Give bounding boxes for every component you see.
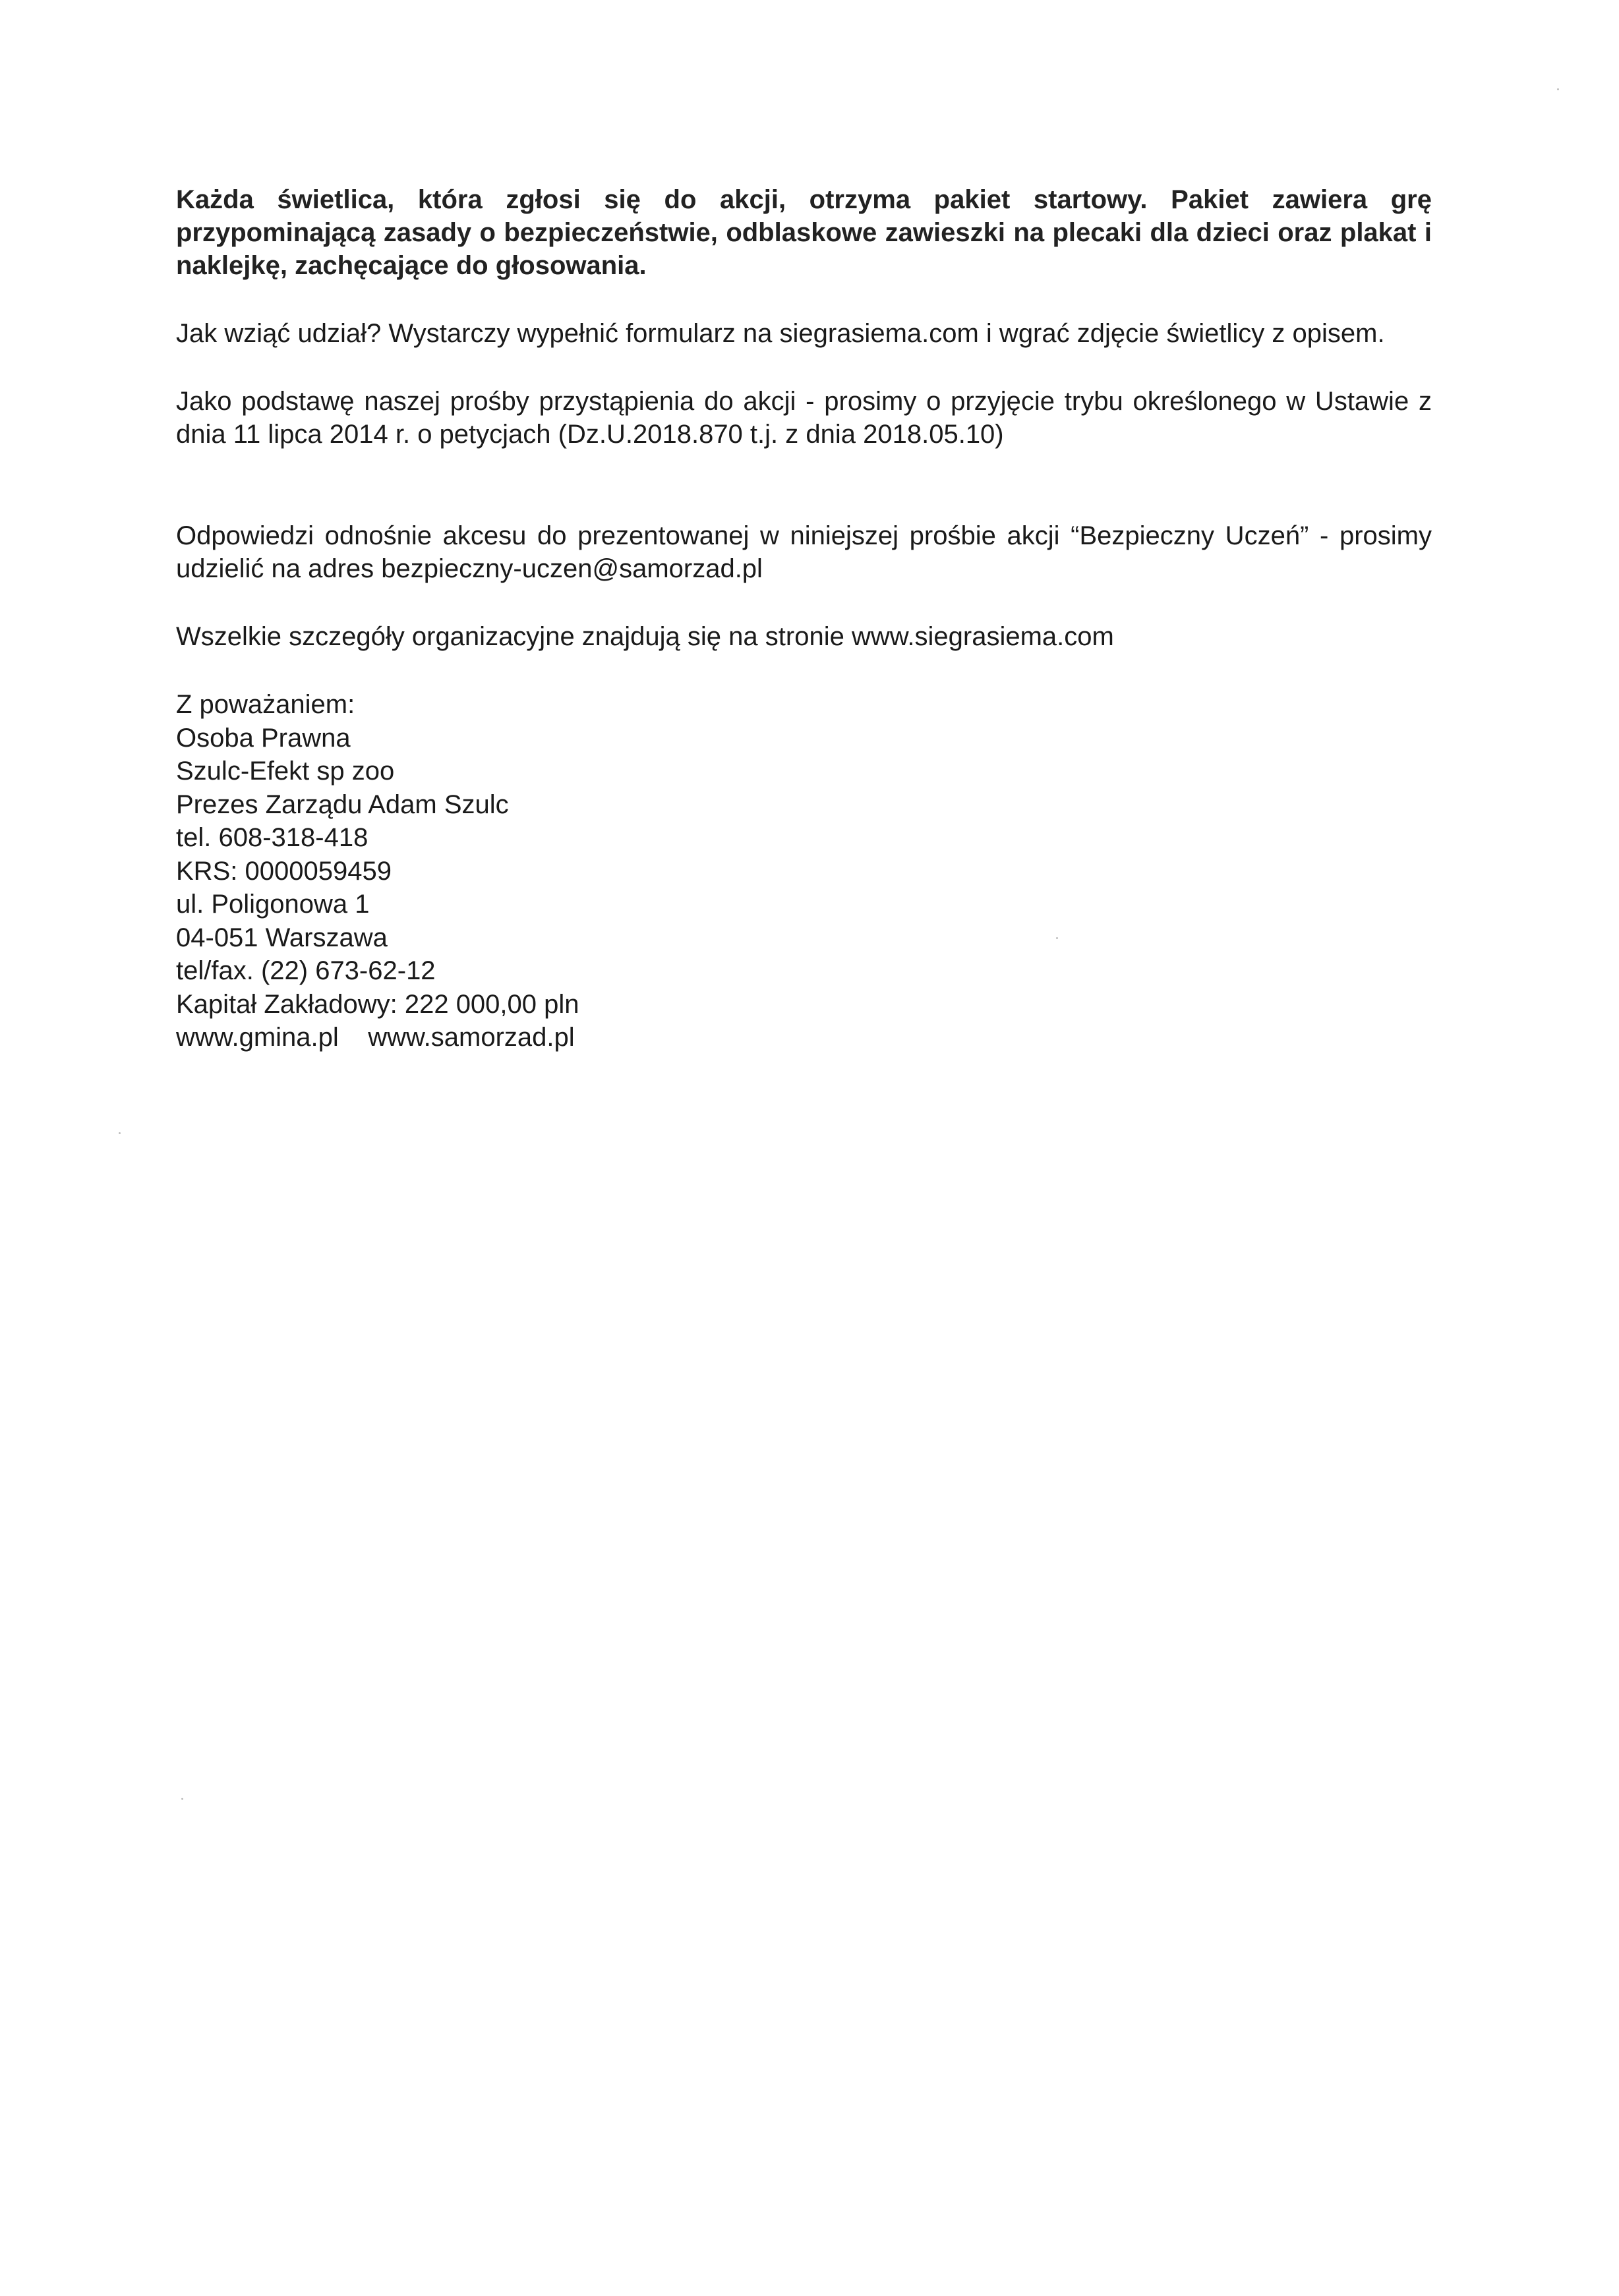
signature-phone: tel. 608-318-418: [176, 823, 368, 852]
scan-speck: [1557, 88, 1559, 90]
legal-basis-paragraph: Jako podstawę naszej prośby przystąpienia do akcji - prosimy o przyjęcie trybu określonego w Ustawie z dnia 11 lipca 2014 r. o petycjach (Dz.U.2018.870 t.j. z dnia 2018.05.10): [176, 387, 1432, 449]
signature-entity-type: Osoba Prawna: [176, 723, 351, 753]
signature-capital: Kapitał Zakładowy: 222 000,00 pln: [176, 989, 579, 1019]
response-request-paragraph: Odpowiedzi odnośnie akcesu do prezentowanej w niniejszej prośbie akcji “Bezpieczny Uczeń” - prosimy udzielić na adres bezpieczny-uczen@samorzad.pl: [176, 521, 1432, 583]
scan-speck: [181, 1798, 183, 1800]
signature-fax: tel/fax. (22) 673-62-12: [176, 956, 436, 985]
letter-body: [176, 183, 1432, 1054]
signature-city: 04-051 Warszawa: [176, 923, 388, 952]
signature-company: Szulc-Efekt sp zoo: [176, 757, 395, 786]
scan-speck: [1056, 937, 1058, 939]
scan-speck: [119, 1132, 121, 1134]
signature-president: Prezes Zarządu Adam Szulc: [176, 789, 509, 819]
signature-closing: Z poważaniem:: [176, 690, 355, 719]
signature-websites: www.gmina.pl www.samorzad.pl: [176, 1023, 575, 1052]
how-to-participate-paragraph: Jak wziąć udział? Wystarczy wypełnić formularz na siegrasiema.com i wgrać zdjęcie świetlicy z opisem.: [176, 319, 1385, 348]
signature-street: ul. Poligonowa 1: [176, 890, 370, 919]
intro-paragraph: Każda świetlica, która zgłosi się do akcji, otrzyma pakiet startowy. Pakiet zawiera grę przypominającą zasady o bezpieczeństwie, odblaskowe zawieszki na plecaki dla dzieci oraz plakat i naklejkę, zachęcające do głosowania.: [176, 185, 1432, 280]
signature-block: [176, 688, 1432, 1054]
details-paragraph: Wszelkie szczegóły organizacyjne znajdują się na stronie www.siegrasiema.com: [176, 622, 1114, 651]
signature-krs: KRS: 0000059459: [176, 856, 392, 886]
